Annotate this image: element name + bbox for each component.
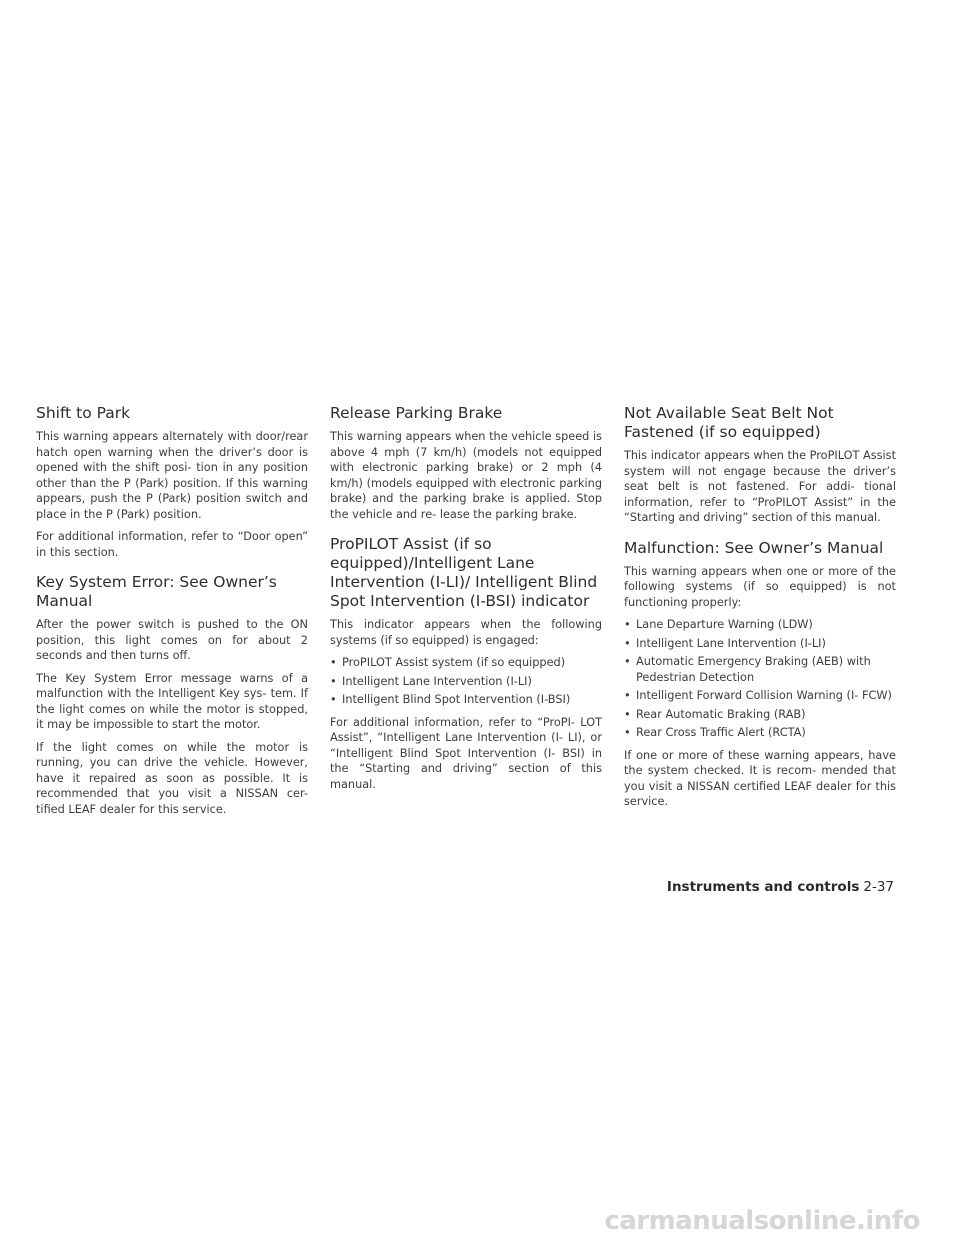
paragraph: This indicator appears when the ProPILOT Assist system will not engage because the driver’s seat belt is not fastened. For addi- tional information, refer to “ProPILOT Assist” in the “Starting and driving” section of this manual.: [624, 449, 896, 524]
section-heading: Not Available Seat Belt Not Fastened (if so equipped): [624, 404, 834, 441]
list-item: • Rear Automatic Braking (RAB): [624, 707, 896, 723]
section-heading: Key System Error: See Owner’s Manual: [36, 573, 277, 610]
footer-section-title: Instruments and controls: [666, 879, 860, 895]
paragraph: This indicator appears when the following systems (if so equipped) is engaged:: [330, 618, 602, 647]
list-item: • ProPILOT Assist system (if so equipped): [330, 655, 602, 671]
section-heading: ProPILOT Assist (if so equipped)/Intelligent Lane Intervention (I-LI)/ Intelligent Blind Spot Intervention (I-BSI) indicator: [330, 535, 598, 610]
paragraph: For additional information, refer to “ProPI- LOT Assist”, “Intelligent Lane Intervention (I- LI), or “Intelligent Blind Spot Intervention (I- BSI) in the “Starting and driving” section of this manual.: [330, 715, 602, 791]
column-3: [624, 404, 896, 823]
list-item: • Intelligent Lane Intervention (I-LI): [330, 674, 602, 690]
paragraph: This warning appears when the vehicle speed is above 4 mph (7 km/h) (models not equipped with electronic parking brake) or 2 mph (4 km/h) (models equipped with electronic parking brake) and the parking brake is applied. Stop the vehicle and re- lease the parking brake.: [330, 430, 602, 521]
list-item: • Intelligent Forward Collision Warning (I- FCW): [624, 688, 896, 704]
section-heading: Malfunction: See Owner’s Manual: [624, 538, 884, 557]
section-shift-to-park: [36, 404, 308, 560]
section-malfunction: [624, 539, 896, 810]
bullet-list: [330, 655, 602, 708]
section-propilot-indicator: [330, 535, 602, 792]
paragraph: The Key System Error message warns of a malfunction with the Intelligent Key sys- tem. If the light comes on while the motor is stopped, it may be impossible to start the motor.: [36, 671, 308, 731]
paragraph: This warning appears alternately with door/rear hatch open warning when the driver’s door is opened with the shift posi- tion in any position other than the P (Park) position. If this warning appears, push the P (Park) position switch and place in the P (Park) position.: [36, 430, 308, 521]
section-heading: Release Parking Brake: [330, 404, 503, 422]
page-number: 2-37: [863, 879, 894, 895]
section-seat-belt-not-fastened: [624, 404, 896, 526]
section-release-parking-brake: [330, 404, 602, 522]
paragraph: This warning appears when one or more of the following systems (if so equipped) is not functioning properly:: [624, 564, 896, 609]
section-key-system-error: [36, 573, 308, 817]
column-2: [330, 404, 602, 805]
list-item: • Automatic Emergency Braking (AEB) with Pedestrian Detection: [624, 654, 896, 685]
paragraph: If the light comes on while the motor is running, you can drive the vehicle. However, have it repaired as soon as possible. It is recommended that you visit a NISSAN cer- tified LEAF dealer for this service.: [36, 740, 308, 816]
section-heading: Shift to Park: [36, 404, 131, 422]
list-item: • Intelligent Lane Intervention (I-LI): [624, 636, 896, 652]
page-footer: [667, 876, 894, 895]
column-1: [36, 404, 308, 830]
list-item: • Lane Departure Warning (LDW): [624, 617, 896, 633]
watermark-text: carmanualsonline.info: [604, 1206, 920, 1236]
list-item: • Rear Cross Traffic Alert (RCTA): [624, 725, 896, 741]
paragraph: If one or more of these warning appears, have the system checked. It is recom- mended that you visit a NISSAN certified LEAF dealer for this service.: [624, 748, 896, 808]
bullet-list: [624, 617, 896, 741]
paragraph: For additional information, refer to “Door open” in this section.: [36, 530, 308, 559]
list-item: • Intelligent Blind Spot Intervention (I-BSI): [330, 692, 602, 708]
paragraph: After the power switch is pushed to the ON position, this light comes on for about 2 seconds and then turns off.: [36, 618, 308, 662]
